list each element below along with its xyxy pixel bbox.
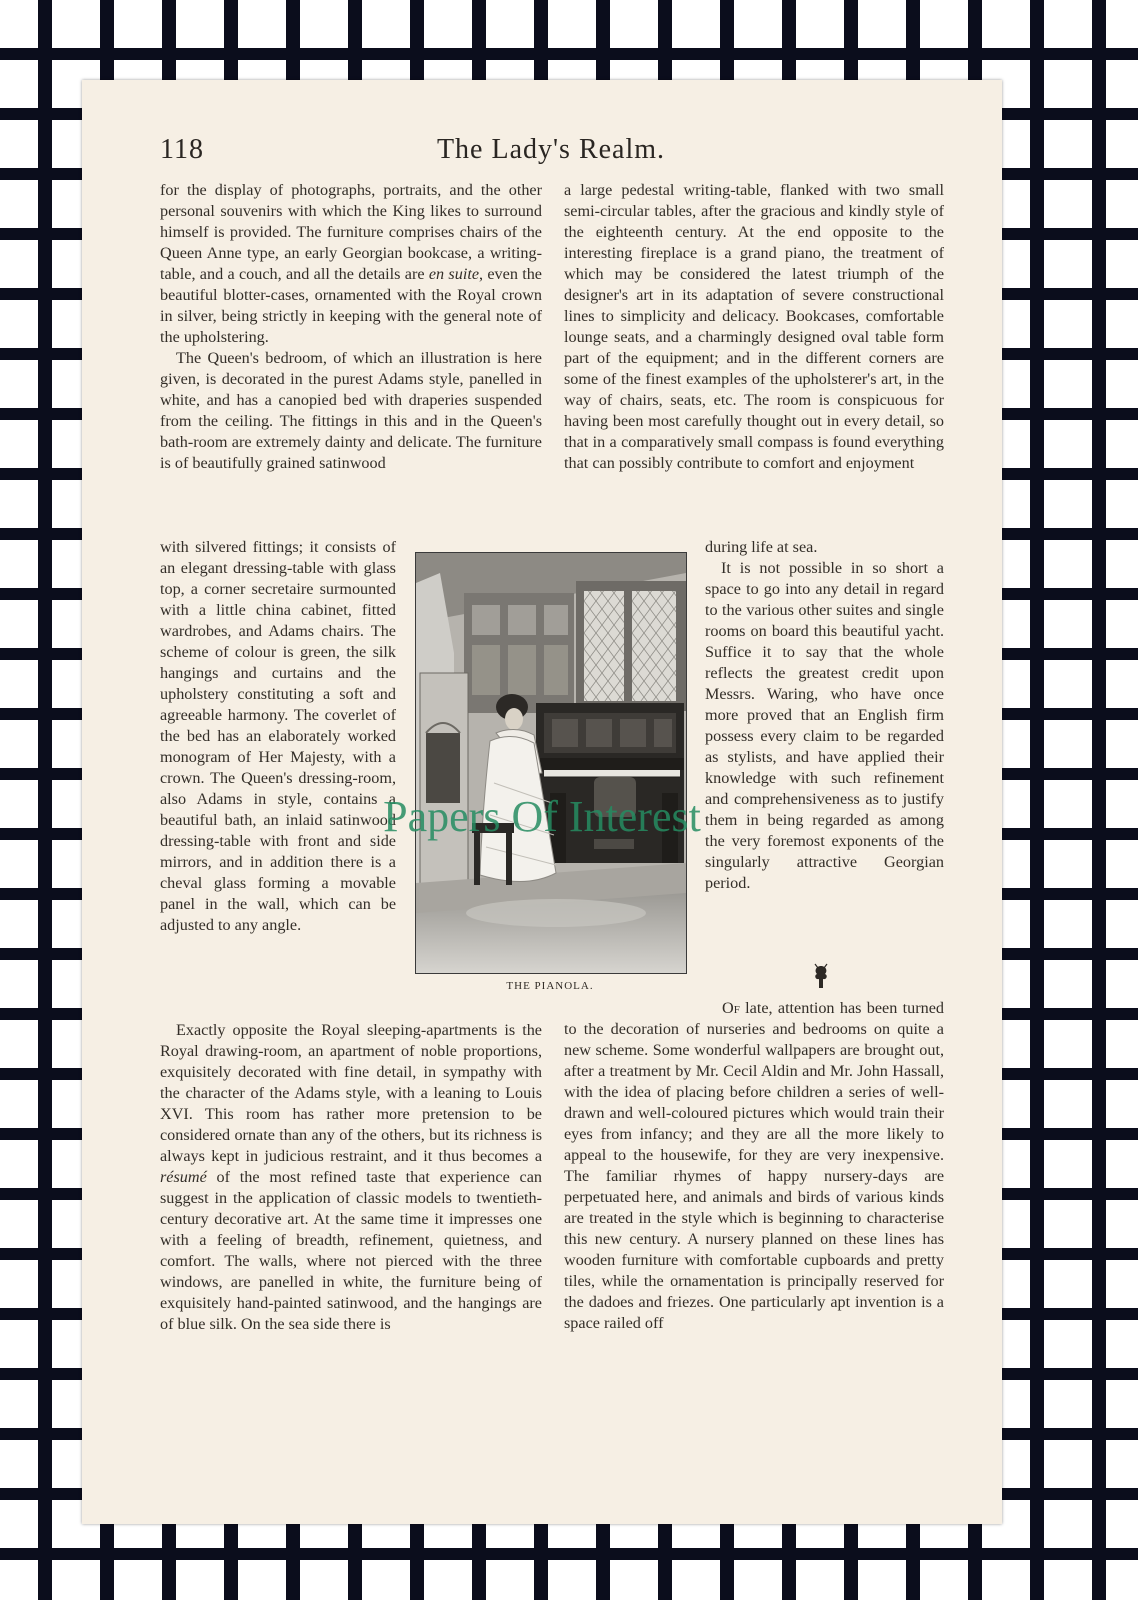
text-run: for the display of photographs, portraits, and the other personal souvenirs with which the King likes to surround himself is provided. The furniture comprises chairs of the Queen Anne type, an early Georgian bookcase, a writing-table, and a couch, and all the details are [160, 181, 542, 283]
right-column-wrap [705, 537, 944, 894]
text-run: Exactly opposite the Royal sleeping-apartments is the Royal drawing-room, an apartment of noble proportions, exquisitely decorated with fine detail, in sympathy with the character of the Adams style, with a leaning to Louis XVI. This room has rather more pretension to be considered ornate than any of the others, but its richness is always kept in judicious restraint, and it thus becomes a [160, 1021, 542, 1165]
left-column-top [160, 180, 542, 474]
left-column-bottom [160, 1020, 542, 1335]
running-title: The Lady's Realm. [436, 134, 666, 165]
page-number: 118 [160, 134, 204, 165]
paragraph-writing-table: a large pedestal writing-table, flanked with two small semi-circular tables, after the gracious and kindly style of the eighteenth century. At the end opposite to the interesting fireplace is a grand piano, the treatment of which may be considered the latest triumph of the designer's art in its adaptation of severe constructional lines to simplicity and delicacy. Bookcases, comfortable lounge seats, and a charmingly designed oval table form part of the equipment; and in the different corners are some of the finest examples of the upholsterer's art, in the way of chairs, seats, etc. The room is conspicuous for having been most carefully thought out in every detail, so that in a comparatively small compass is found everything that can possibly contribute to comfort and enjoyment [564, 181, 944, 472]
right-column-top [564, 180, 944, 474]
paragraph-nurseries [564, 998, 944, 1334]
pianola-engraving [416, 553, 686, 973]
right-column-bottom [564, 998, 944, 1334]
italic-phrase: en suite [428, 265, 479, 283]
magazine-page [82, 80, 1002, 1524]
text-run: , even the beautiful blotter-cases, ornamented with the Royal crown in silver, being strictly in keeping with the general note of the upholstering. [160, 265, 542, 346]
figure-caption: THE PIANOLA. [506, 980, 594, 992]
paragraph-satinwood: with silvered fittings; it consists of an elegant dressing-table with glass top, a corner secretaire surmounted with a little china cabinet, fitted wardrobes, and Adams chairs. The scheme of colour is green, the silk hangings and curtains and the upholstery constituting a soft and agreeable harmony. The coverlet of the bed has an elaborately worked monogram of Her Majesty, with a crown. The Queen's dressing-room, also Adams in style, contains a beautiful bath, an inlaid satinwood dressing-table with front and side mirrors, and in addition there is a cheval glass forming a movable panel in the wall, which can be adjusted to any angle. [160, 538, 396, 934]
drop-lead-word: Of [722, 999, 740, 1017]
italic-phrase: résumé [160, 1168, 207, 1186]
left-column-wrap [160, 537, 396, 936]
page-header [160, 134, 942, 174]
paragraph-souvenirs [160, 180, 542, 348]
paragraph-drawing-room [160, 1020, 542, 1335]
watermark: Papers Of Interest [383, 792, 701, 841]
section-ornament-icon [808, 962, 834, 992]
text-run: late, attention has been turned to the decoration of nurseries and bedrooms on quite a new scheme. Some wonderful wallpapers are brought out, after a treatment by Mr. Cecil Aldin and Mr. John Hassall, with the idea of placing before children a series of well-drawn and well-coloured pictures which would train their eyes from infancy; and they are all the more likely to appeal to the housewife, for they are very inexpensive. The familiar rhymes of happy nursery-days are perpetuated here, and animals and birds of various kinds are treated in the style which is beginning to characterise this new century. A nursery planned on these lines has wooden furniture with comfortable cupboards and pretty tiles, while the ornamentation is principally reserved for the dadoes and friezes. One particularly apt invention is a space railed off [564, 999, 944, 1332]
pianola-illustration [415, 552, 687, 974]
paragraph-life-at-sea: during life at sea. [705, 538, 818, 556]
paragraph-queens-bedroom: The Queen's bedroom, of which an illustration is here given, is decorated in the purest Adams style, panelled in white, and has a canopied bed with draperies suspended from the ceiling. The fittings in this and in the Queen's bath-room are extremely dainty and delicate. The furniture is of beautifully grained satinwood [160, 349, 542, 472]
paragraph-messrs-waring: It is not possible in so short a space to go into any detail in regard to the various other suites and single rooms on board this beautiful yacht. Suffice it to say that the whole reflects the greatest credit upon Messrs. Waring, who have once more proved that an English firm possess every claim to be regarded as stylists, and have applied their knowledge with such refinement and comprehensiveness as to justify them in being regarded as among the very foremost exponents of the singularly attractive Georgian period. [705, 559, 944, 892]
text-run: of the most refined taste that experience can suggest in the application of classic models to twentieth-century decorative art. At the same time it impresses one with a feeling of breadth, refinement, quietness, and comfort. The walls, where not pierced with the three windows, are panelled in white, the furniture being of exquisitely hand-painted satinwood, and the hangings are of blue silk. On the sea side there is [160, 1168, 542, 1333]
